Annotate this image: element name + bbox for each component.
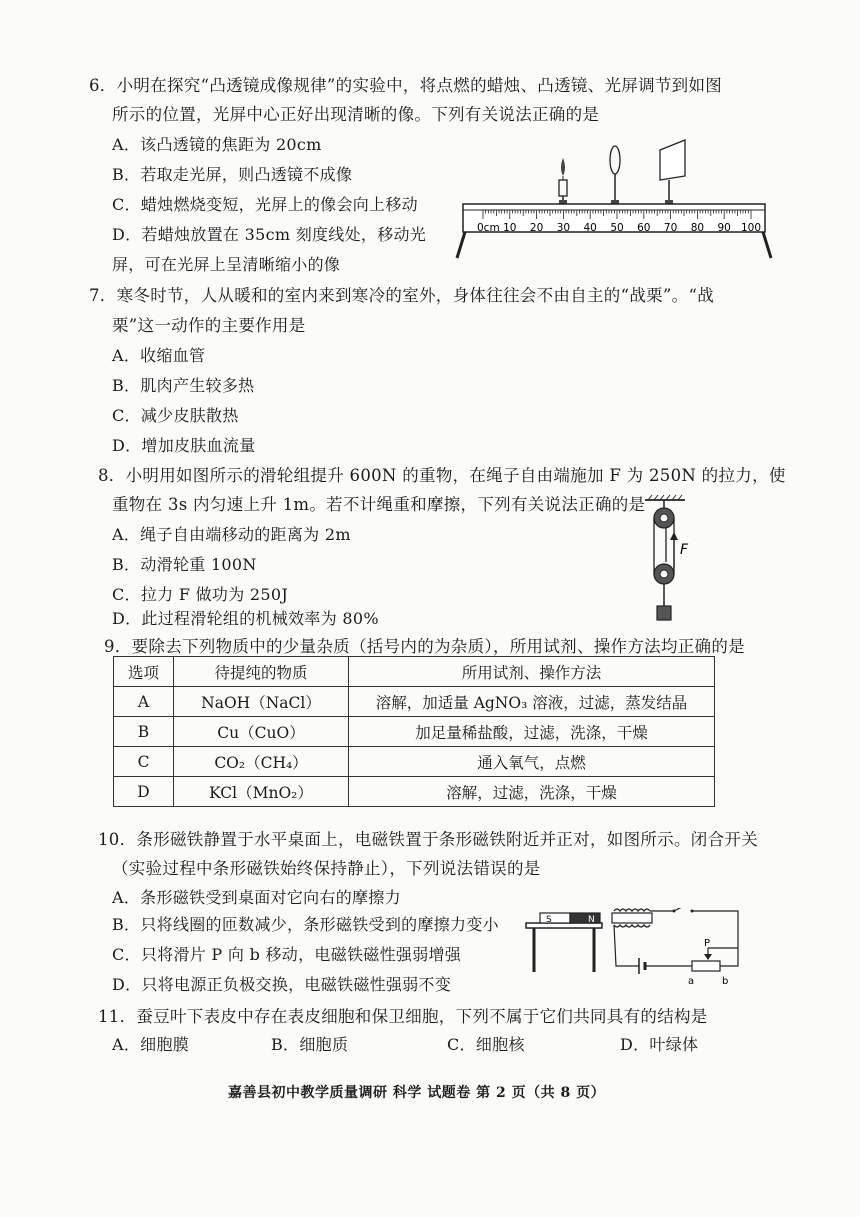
table-row bbox=[114, 777, 715, 807]
q11-option-c: C．细胞核 bbox=[447, 1035, 525, 1054]
row-substance: NaOH（NaCl） bbox=[174, 687, 349, 717]
terminal-a-label: a bbox=[688, 976, 695, 987]
q7-option-c: C．减少皮肤散热 bbox=[112, 406, 239, 425]
rheostat-icon bbox=[692, 948, 738, 971]
q6-option-d: D．若蜡烛放置在 35cm 刻度线处，移动光 bbox=[112, 225, 427, 244]
ruler-label: 40 bbox=[583, 222, 597, 234]
q6-option-b: B．若取走光屏，则凸透镜不成像 bbox=[112, 165, 353, 184]
q6-option-c: C．蜡烛燃烧变短，光屏上的像会向上移动 bbox=[112, 195, 418, 214]
ruler-label: 70 bbox=[663, 222, 678, 234]
bar-magnet-icon bbox=[540, 913, 600, 925]
q6-option-d-cont: 屏，可在光屏上呈清晰缩小的像 bbox=[112, 255, 341, 274]
candle-icon bbox=[559, 158, 567, 204]
ruler-label: 30 bbox=[556, 222, 571, 234]
pull-force-arrow bbox=[670, 532, 678, 568]
q11-option-b: B．细胞质 bbox=[271, 1035, 349, 1054]
ruler-label: 90 bbox=[717, 222, 731, 234]
q11-stem: 11．蚕豆叶下表皮中存在表皮细胞和保卫细胞，下列不属于它们共同具有的结构是 bbox=[98, 1007, 708, 1026]
ruler-label: 80 bbox=[690, 222, 705, 234]
q6-stem-line2: 所示的位置，光屏中心正好出现清晰的像。下列有关说法正确的是 bbox=[112, 105, 600, 124]
row-method: 通入氧气，点燃 bbox=[349, 747, 715, 777]
svg-text:S: S bbox=[546, 915, 552, 925]
q11-option-a: A．细胞膜 bbox=[112, 1035, 190, 1054]
row-method: 加足量稀盐酸，过滤，洗涤，干燥 bbox=[349, 717, 715, 747]
q9-stem: 9．要除去下列物质中的少量杂质（括号内的为杂质），所用试剂、操作方法均正确的是 bbox=[104, 637, 745, 656]
q7-option-a: A．收缩血管 bbox=[112, 346, 206, 365]
weight-block bbox=[657, 606, 671, 620]
q8-stem-line1: 8．小明用如图所示的滑轮组提升 600N 的重物，在绳子自由端施加 F 为 250N 的拉力，使 bbox=[98, 466, 786, 485]
row-label: B bbox=[114, 717, 174, 747]
q10-option-b: B．只将线圈的匝数减少，条形磁铁受到的摩擦力变小 bbox=[112, 915, 499, 934]
q11-option-d: D．叶绿体 bbox=[620, 1035, 699, 1054]
impurity-removal-table bbox=[113, 656, 715, 807]
row-substance: Cu（CuO） bbox=[174, 717, 349, 747]
q8-option-b: B．动滑轮重 100N bbox=[112, 555, 257, 574]
q7-option-b: B．肌肉产生较多热 bbox=[112, 376, 255, 395]
header-option: 选项 bbox=[114, 657, 174, 687]
table-row bbox=[114, 747, 715, 777]
light-screen-icon bbox=[660, 140, 685, 204]
page-footer: 嘉善县初中教学质量调研 科学 试题卷 第 2 页（共 8 页） bbox=[228, 1085, 606, 1101]
ruler-label: 50 bbox=[610, 222, 624, 234]
row-label: A bbox=[114, 687, 174, 717]
row-label: C bbox=[114, 747, 174, 777]
q10-option-c: C．只将滑片 P 向 b 移动，电磁铁磁性强弱增强 bbox=[112, 945, 462, 964]
electromagnet-diagram bbox=[524, 908, 746, 988]
pulley-system-diagram bbox=[640, 494, 700, 626]
row-substance: CO₂（CH₄） bbox=[174, 747, 349, 777]
desk-icon bbox=[526, 923, 602, 972]
electromagnet-coil-icon bbox=[612, 909, 652, 927]
header-substance: 待提纯的物质 bbox=[174, 657, 349, 687]
ruler-label: 60 bbox=[637, 222, 651, 234]
row-substance: KCl（MnO₂） bbox=[174, 777, 349, 807]
q7-stem-line2: 栗”这一动作的主要作用是 bbox=[112, 316, 306, 335]
battery-icon bbox=[639, 958, 645, 974]
q10-stem-line2: （实验过程中条形磁铁始终保持静止），下列说法错误的是 bbox=[112, 859, 541, 878]
header-method: 所用试剂、操作方法 bbox=[349, 657, 715, 687]
convex-lens-icon bbox=[610, 146, 620, 204]
table-header-row bbox=[114, 657, 715, 687]
ruler-label: 10 bbox=[503, 222, 517, 234]
ruler-label: 0cm bbox=[477, 222, 500, 234]
svg-text:N: N bbox=[588, 915, 595, 925]
force-label: F bbox=[680, 542, 689, 558]
row-method: 溶解，过滤，洗涤，干燥 bbox=[349, 777, 715, 807]
lens-bench-diagram bbox=[455, 138, 775, 262]
ruler-label: 20 bbox=[529, 222, 544, 234]
table-row bbox=[114, 717, 715, 747]
q10-stem-line1: 10．条形磁铁静置于水平桌面上，电磁铁置于条形磁铁附近并正对，如图所示。闭合开关 bbox=[98, 830, 758, 849]
q10-option-d: D．只将电源正负极交换，电磁铁磁性强弱不变 bbox=[112, 975, 452, 994]
fixed-pulley-icon bbox=[654, 508, 674, 528]
q7-option-d: D．增加皮肤血流量 bbox=[112, 436, 256, 455]
q10-option-a: A．条形磁铁受到桌面对它向右的摩擦力 bbox=[112, 888, 401, 907]
q8-option-d: D．此过程滑轮组的机械效率为 80% bbox=[112, 609, 379, 628]
q7-stem-line1: 7．寒冬时节，人从暖和的室内来到寒冷的室外，身体往往会不由自主的“战栗”。“战 bbox=[89, 286, 715, 305]
slider-p-label: P bbox=[704, 938, 711, 949]
switch-icon bbox=[673, 908, 694, 913]
row-method: 溶解，加适量 AgNO₃ 溶液，过滤，蒸发结晶 bbox=[349, 687, 715, 717]
row-label: D bbox=[114, 777, 174, 807]
terminal-b-label: b bbox=[722, 976, 729, 987]
q8-stem-line2: 重物在 3s 内匀速上升 1m。若不计绳重和摩擦，下列有关说法正确的是 bbox=[112, 495, 646, 514]
q6-option-a: A．该凸透镜的焦距为 20cm bbox=[112, 135, 322, 154]
ruler-label: 100 bbox=[740, 222, 762, 234]
movable-pulley-icon bbox=[654, 564, 674, 584]
q8-option-c: C．拉力 F 做功为 250J bbox=[112, 585, 289, 604]
table-row bbox=[114, 687, 715, 717]
q6-stem-line1: 6．小明在探究“凸透镜成像规律”的实验中，将点燃的蜡烛、凸透镜、光屏调节到如图 bbox=[89, 76, 723, 95]
q8-option-a: A．绳子自由端移动的距离为 2m bbox=[112, 525, 351, 544]
